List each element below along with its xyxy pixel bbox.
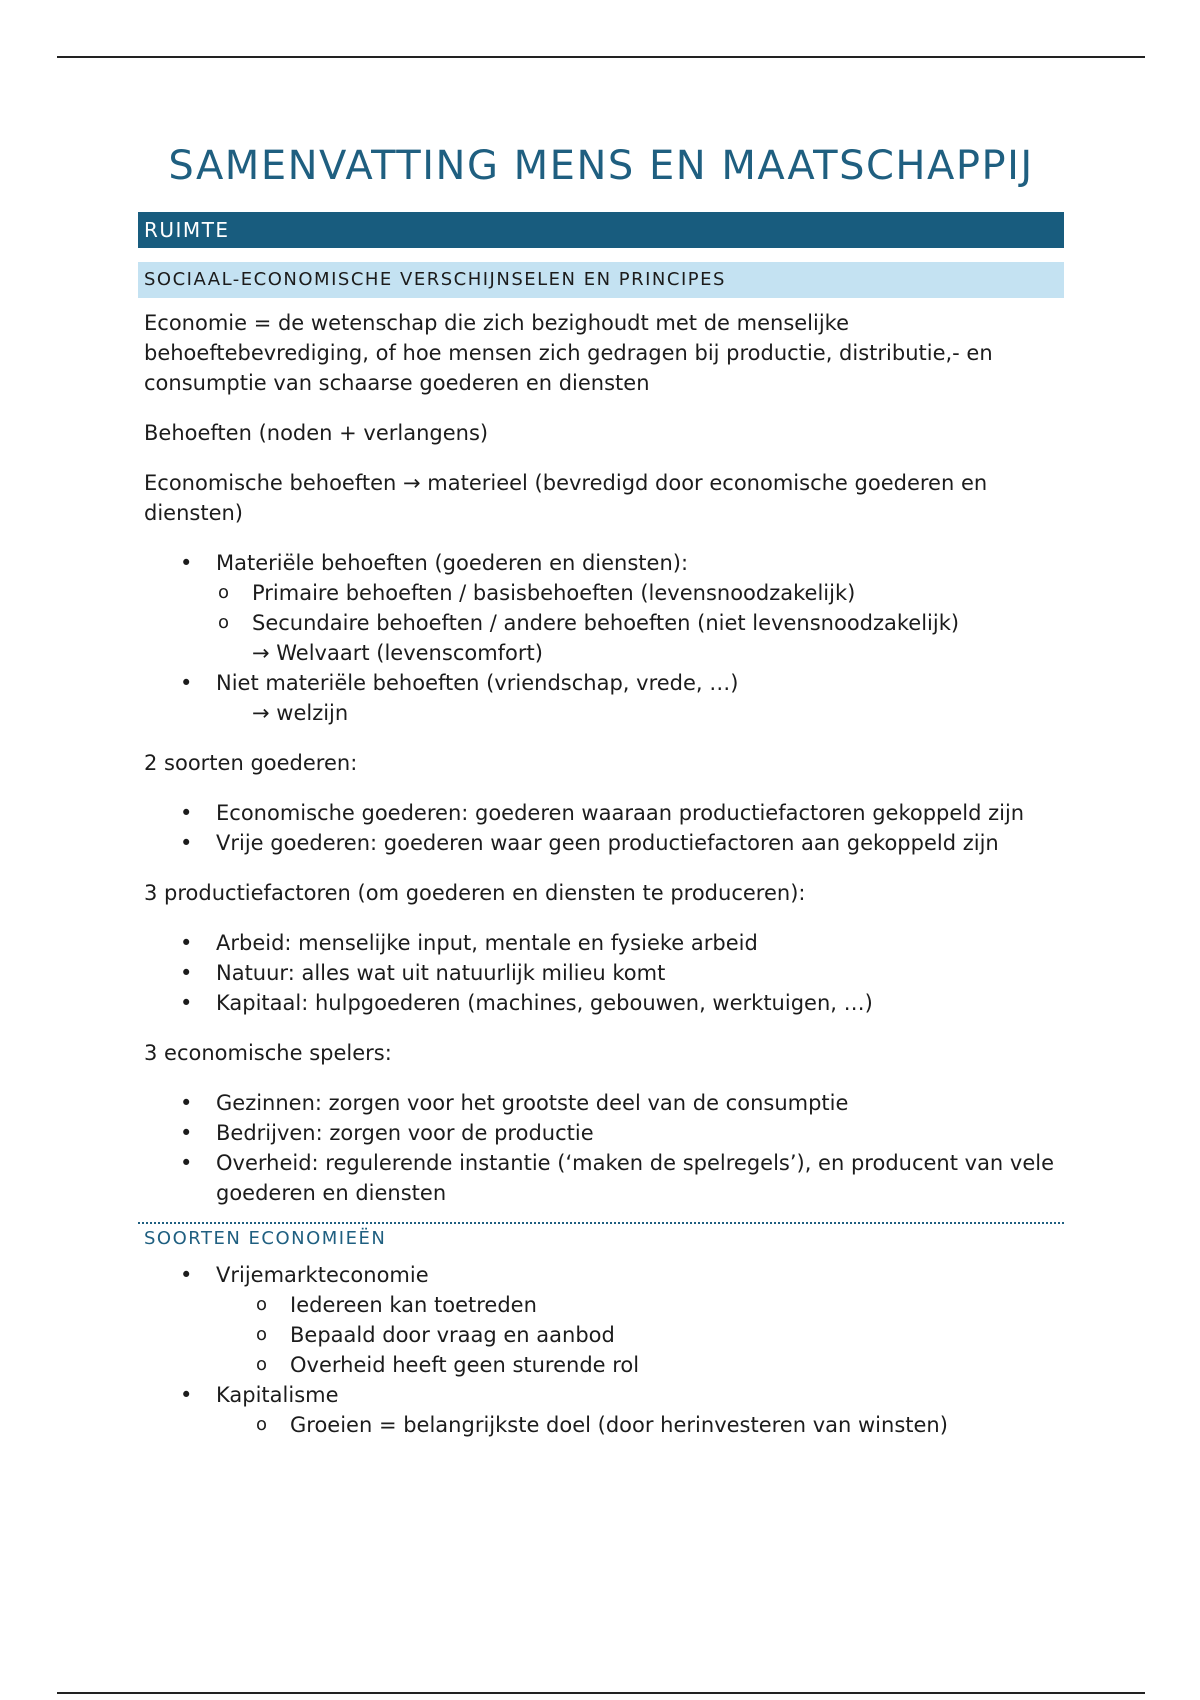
list-item: [138, 958, 1064, 988]
sub-bullet: o: [256, 1414, 268, 1435]
paragraph-productiefactoren: 3 productiefactoren (om goederen en diensten te produceren):: [144, 881, 806, 905]
bullet: •: [180, 551, 193, 575]
list-item-text: Gezinnen: zorgen voor het grootste deel van de consumptie: [216, 1091, 849, 1115]
arrow-line: [138, 638, 1064, 668]
bullet: •: [180, 1091, 193, 1115]
needs-list: [138, 548, 1064, 728]
factors-list: [138, 928, 1064, 1018]
section-heading-ruimte: RUIMTE: [138, 212, 1064, 248]
list-item-text: Arbeid: menselijke input, mentale en fysieke arbeid: [216, 931, 758, 955]
bullet: •: [180, 991, 193, 1015]
paragraph-economische-behoeften: Economische behoeften → materieel (bevredigd door economische goederen en diensten): [144, 471, 988, 525]
sub-bullet: o: [218, 582, 230, 603]
list-item-text: Kapitalisme: [216, 1383, 339, 1407]
paragraph-economie: Economie = de wetenschap die zich bezighoudt met de menselijke behoeftebevrediging, of hoe mensen zich gedragen bij productie, distributie,- en consumptie van schaarse goederen en diensten: [144, 311, 993, 395]
list-item: [138, 668, 1064, 698]
list-item-text: Secundaire behoeften / andere behoeften (niet levensnoodzakelijk): [252, 611, 960, 635]
sub-bullet: o: [256, 1324, 268, 1345]
bullet: •: [180, 1383, 193, 1407]
bullet: •: [180, 1263, 193, 1287]
list-item-text: Vrije goederen: goederen waar geen productiefactoren aan gekoppeld zijn: [216, 831, 999, 855]
list-item: [138, 928, 1064, 958]
list-item-text: Kapitaal: hulpgoederen (machines, gebouwen, werktuigen, …): [216, 991, 873, 1015]
goods-list: [138, 798, 1064, 858]
list-item: [138, 1320, 1064, 1350]
list-item: [138, 548, 1064, 578]
subsection-heading: SOCIAAL-ECONOMISCHE VERSCHIJNSELEN EN PRINCIPES: [138, 262, 1064, 298]
arrow-text: → Welvaart (levenscomfort): [252, 641, 543, 665]
list-item-text: Overheid heeft geen sturende rol: [290, 1353, 640, 1377]
list-item: [138, 798, 1064, 828]
economies-list: [138, 1260, 1064, 1440]
list-item: [138, 608, 1064, 638]
list-item: [138, 1260, 1064, 1290]
bullet: •: [180, 671, 193, 695]
list-item-text: Overheid: regulerende instantie (‘maken de spelregels’), en producent van vele goederen en diensten: [216, 1151, 1055, 1205]
header-rule: [57, 56, 1145, 58]
sub-bullet: o: [218, 612, 230, 633]
bullet: •: [180, 831, 193, 855]
paragraph-spelers: 3 economische spelers:: [144, 1041, 392, 1065]
list-item-text: Niet materiële behoeften (vriendschap, vrede, …): [216, 671, 739, 695]
list-item-text: Iedereen kan toetreden: [290, 1293, 537, 1317]
list-item: [138, 1290, 1064, 1320]
paragraph-behoeften: Behoeften (noden + verlangens): [144, 421, 489, 445]
list-item-text: Groeien = belangrijkste doel (door herinvesteren van winsten): [290, 1413, 948, 1437]
footer-rule: [57, 1692, 1145, 1694]
bullet: •: [180, 931, 193, 955]
list-item: [138, 1350, 1064, 1380]
page-title: SAMENVATTING MENS EN MAATSCHAPPIJ: [168, 143, 1034, 189]
list-item: [138, 1088, 1064, 1118]
list-item-text: Vrijemarkteconomie: [216, 1263, 429, 1287]
list-item-text: Natuur: alles wat uit natuurlijk milieu komt: [216, 961, 666, 985]
list-item-text: Materiële behoeften (goederen en diensten):: [216, 551, 689, 575]
bullet: •: [180, 961, 193, 985]
subheading-soorten-economieen: SOORTEN ECONOMIEËN: [138, 1222, 1064, 1252]
list-item: [138, 1118, 1064, 1148]
bullet: •: [180, 1121, 193, 1145]
document-page: [138, 138, 1064, 1460]
list-item: [138, 578, 1064, 608]
arrow-line: [138, 698, 1064, 728]
list-item: [138, 1380, 1064, 1410]
list-item-text: Bedrijven: zorgen voor de productie: [216, 1121, 594, 1145]
players-list: [138, 1088, 1064, 1208]
paragraph-goederen: 2 soorten goederen:: [144, 751, 358, 775]
arrow-text: → welzijn: [252, 701, 349, 725]
list-item-text: Primaire behoeften / basisbehoeften (levensnoodzakelijk): [252, 581, 856, 605]
bullet: •: [180, 801, 193, 825]
list-item: [138, 828, 1064, 858]
list-item-text: Bepaald door vraag en aanbod: [290, 1323, 615, 1347]
list-item: [138, 988, 1064, 1018]
bullet: •: [180, 1151, 193, 1175]
sub-bullet: o: [256, 1294, 268, 1315]
sub-bullet: o: [256, 1354, 268, 1375]
list-item: [138, 1148, 1064, 1208]
list-item: [138, 1410, 1064, 1440]
list-item-text: Economische goederen: goederen waaraan productiefactoren gekoppeld zijn: [216, 801, 1025, 825]
